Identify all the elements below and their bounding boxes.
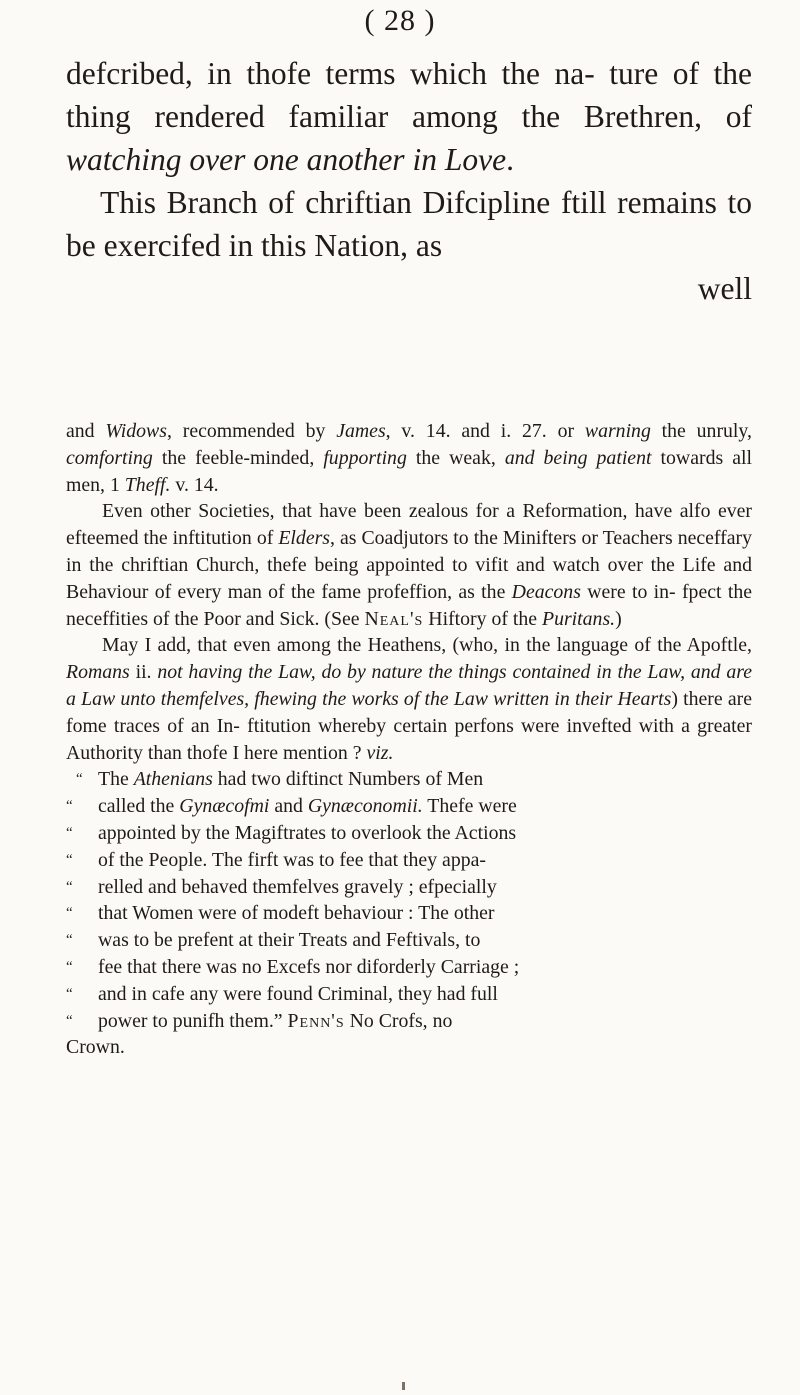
italic-phrase: Romans [66,661,130,684]
italic-phrase: written in their Hearts [493,687,672,710]
text: and [66,420,106,442]
italic-phrase: James [336,420,386,442]
text: fee that there was no Excefs nor diforderly Carriage ; [98,955,520,978]
quote-line [66,927,752,954]
text: towards all [651,446,752,469]
quote-mark: “ [66,851,73,868]
catchword: well [697,271,752,306]
quote-mark: “ [66,798,73,815]
text: No Crofs, no [344,1009,453,1032]
italic-phrase: and being patient [504,446,652,469]
text: Even other Societies, that have been zealous for [102,500,499,523]
text: the language of the Apoftle, [526,634,752,657]
quote-mark: “ [66,1012,73,1029]
text: relled and behaved themfelves gravely ; efpecially [98,875,497,898]
quote-line [66,1008,752,1035]
text: of the People. The firft was to fee that they appa- [98,848,486,871]
quote-line [66,793,752,820]
text: called the [98,795,180,818]
text-line: ture of the thing rendered familiar among [66,56,752,134]
quote-mark: “ [66,824,73,841]
italic-phrase: Elders [278,527,330,550]
text: men, 1 [66,473,125,496]
text: ) there are fome traces of an In- [66,687,752,737]
italic-phrase: warning [584,420,651,442]
italic-phrase: are a Law unto themfelves, fhewing the works of the Law [66,661,752,710]
text: Crown. [66,1036,125,1059]
text: , as Coadjutors to the Minifters or Teachers [330,527,673,550]
text: was to be prefent at their Treats and Feftivals, to [98,929,481,952]
text: and in cafe any were found Criminal, they had full [98,982,498,1005]
quote-line [66,766,752,793]
quote-line [66,981,752,1008]
italic-phrase: watching over one another in [66,142,437,177]
italic-phrase: Puritans. [542,607,616,630]
paragraph [66,181,752,310]
text: that Women were of modeft behaviour : The other [98,902,495,925]
text: ) [615,607,622,630]
text: The [98,768,134,791]
text: fpect the neceffities of the Poor and Sick. (See [66,580,752,630]
text: ftitution whereby certain perfons were invefted with a [247,714,690,737]
text-line: remains to be exercifed in this Nation, as [66,185,753,263]
quote-mark: “ [76,771,83,788]
italic-phrase: comforting [66,446,153,469]
italic-phrase: viz. [366,741,394,764]
text: had two diftinct Numbers of Men [212,768,484,791]
italic-phrase: fupporting [323,446,407,469]
text: man of the fame profeffion, as the [227,580,512,603]
text-line: This Branch of chriftian Difcipline ftill [100,185,607,220]
small-caps-name: Neal's [364,607,424,630]
footnote-paragraph [66,498,752,632]
ink-speck [402,1382,405,1390]
quote-mark: “ [66,905,73,922]
footnote-text [66,418,752,1061]
text: Thefe were [422,795,517,818]
quote-line [66,900,752,927]
quote-mark: “ [66,958,73,975]
footnote-paragraph [66,418,752,498]
footnote-paragraph [66,632,752,766]
quote-line [66,847,752,874]
quote-mark: “ [66,878,73,895]
text: May I add, that even among the Heathens, (who, in [102,634,520,657]
text: the unruly, [650,420,752,442]
text: to vifit and watch over the Life and Behaviour of every [66,553,752,603]
text-line: defcribed, in thofe terms which the na- [66,56,595,91]
text: the feeble-minded, [152,446,315,469]
text: the weak, [406,446,505,469]
main-text [66,52,752,310]
text: or [557,420,585,442]
quotation [66,766,752,1061]
italic-phrase: Gynæcofmi [179,795,270,818]
text: , v. 14. and i. 27. [385,420,547,442]
quote-line [66,954,752,981]
text-line: the Brethren, of [521,99,753,134]
text: of [256,527,279,550]
quote-mark: “ [66,932,73,949]
italic-phrase: Law, do by nature the things contained in the Law, and [278,661,721,684]
text: power to punifh them.” [98,1009,288,1032]
quote-line [66,820,752,847]
text: and [269,795,308,818]
page-number: ( 28 ) [364,4,436,37]
text: v. 14. [170,473,219,496]
text-line: . [506,142,514,177]
quote-line [66,874,752,901]
quote-line [66,1034,752,1061]
text: a Reformation, have alfo ever efteemed the inftitution [66,500,752,550]
text: ii. [129,661,158,684]
paragraph [66,52,752,181]
italic-phrase: Theff. [124,473,171,496]
quote-mark: “ [66,985,73,1002]
text: appointed by the Magiftrates to overlook the Actions [98,821,517,844]
text: greater Authority than thofe I here mention ? [66,714,753,764]
small-caps-name: Penn's [287,1009,345,1032]
text: , recommended by [166,420,337,442]
italic-phrase: Deacons [511,580,581,603]
text: were to in- [580,580,676,603]
text: Hiftory of the [428,607,542,630]
italic-phrase: Athenians [133,768,213,791]
italic-phrase: Love [444,142,507,177]
text: neceffary in the chriftian Church, thefe being appointed [66,527,752,576]
italic-phrase: Widows [105,420,167,442]
italic-phrase: Gynæconomii. [307,795,423,818]
italic-phrase: not having the [157,661,273,684]
